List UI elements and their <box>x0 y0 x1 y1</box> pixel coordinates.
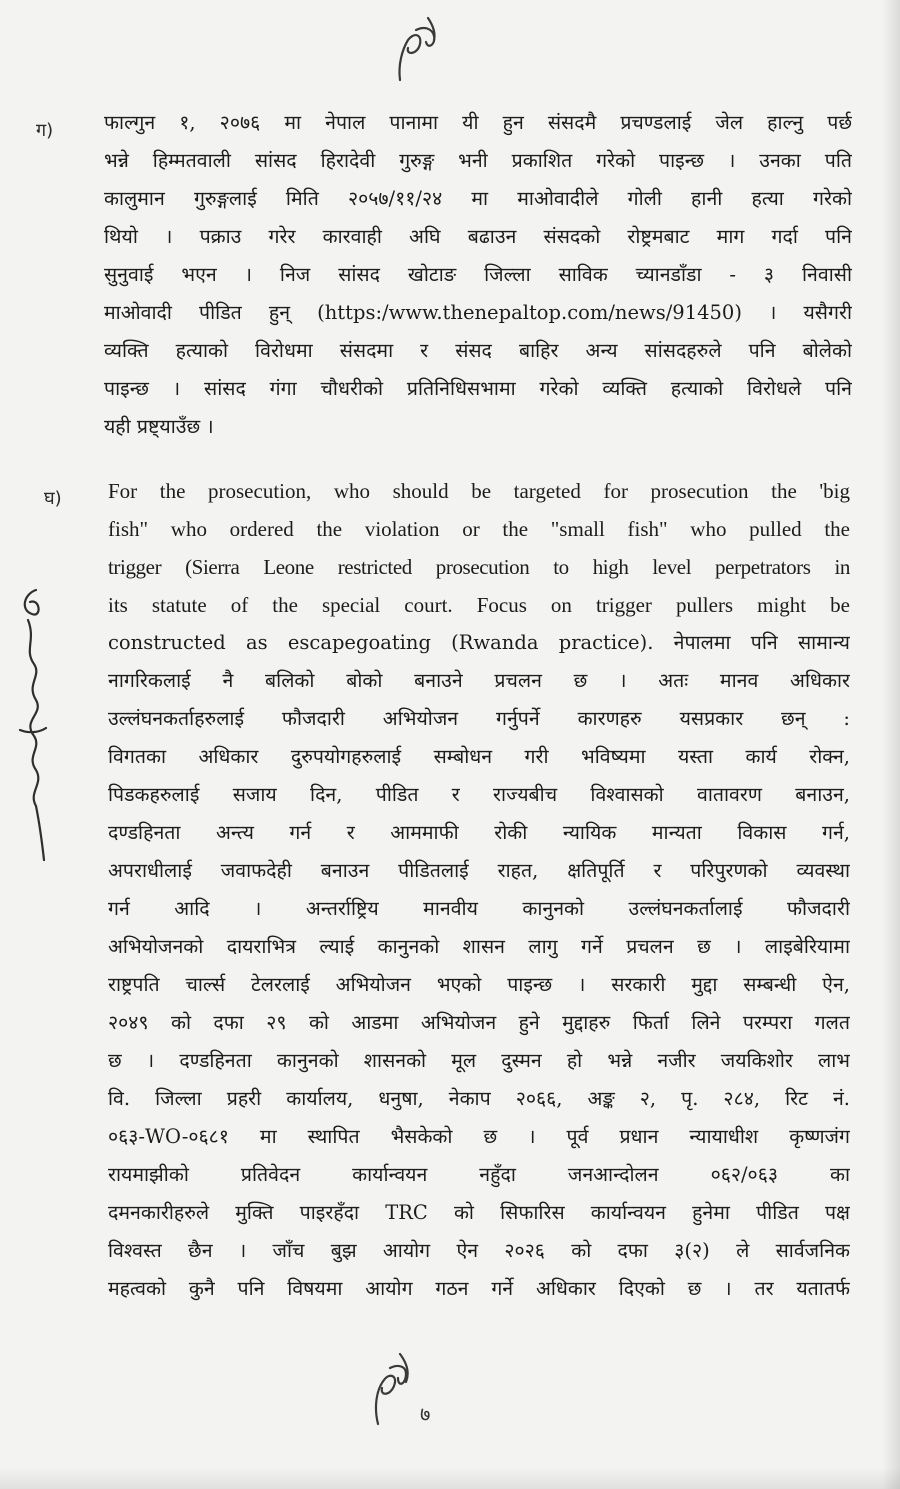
paragraph-line: For the prosecution, who should be targeted for prosecution the 'big <box>108 479 850 503</box>
paragraph-line: विगतका अधिकार दुरुपयोगहरुलाई सम्बोधन गरी भविष्यमा यस्ता कार्य रोक्न, <box>108 745 850 768</box>
paragraph-line: नागरिकलाई नै बलिको बोको बनाउने प्रचलन छ । अतः मानव अधिकार <box>108 669 850 692</box>
paragraph-line: भन्ने हिम्मतवाली सांसद हिरादेवी गुरुङ्ग भनी प्रकाशित गरेको पाइन्छ । उनका पति <box>104 149 852 172</box>
paragraph-line: अभियोजनको दायराभित्र ल्याई कानुनको शासन लागु गर्ने प्रचलन छ । लाइबेरियामा <box>108 935 850 958</box>
handwritten-initial-top <box>388 10 448 90</box>
page-bottom-shadow <box>0 1467 900 1489</box>
paragraph-line: ०६३-WO-०६८१ मा स्थापित भैसकेको छ । पूर्व प्रधान न्यायाधीश कृष्णजंग <box>108 1125 850 1148</box>
paragraph-line: राष्ट्रपति चार्ल्स टेलरलाई अभियोजन भएको पाइन्छ । सरकारी मुद्दा सम्बन्धी ऐन, <box>108 973 850 996</box>
page-number: ७ <box>420 1402 431 1426</box>
paragraph-line: महत्वको कुनै पनि विषयमा आयोग गठन गर्ने अधिकार दिएको छ । तर यतातर्फ <box>108 1277 850 1300</box>
paragraph-line: थियो । पक्राउ गरेर कारवाही अघि बढाउन संसदको रोष्ट्रमबाट माग गर्दा पनि <box>104 225 852 248</box>
paragraph-line: constructed as escapegoating (Rwanda practice). नेपालमा पनि सामान्य <box>108 631 850 654</box>
paragraph-ga <box>104 104 852 446</box>
section-marker-ga: ग) <box>36 120 54 141</box>
handwritten-signature-margin <box>6 580 56 870</box>
paragraph-line: फाल्गुन १, २०७६ मा नेपाल पानामा यी हुन संसदमै प्रचण्डलाई जेल हाल्नु पर्छ <box>104 111 852 134</box>
paragraph-line: व्यक्ति हत्याको विरोधमा संसदमा र संसद बाहिर अन्य सांसदहरुले पनि बोलेको <box>104 339 852 362</box>
page-edge-shadow <box>882 0 900 1489</box>
paragraph-line: कालुमान गुरुङ्गलाई मिति २०५७/११/२४ मा माओवादीले गोली हानी हत्या गरेको <box>104 187 852 210</box>
paragraph-line: माओवादी पीडित हुन् (https:/www.thenepaltop.com/news/91450) । यसैगरी <box>104 301 852 324</box>
paragraph-line: trigger (Sierra Leone restricted prosecution to high level perpetrators in <box>108 555 850 579</box>
paragraph-line: यही प्रष्ट्याउँछ । <box>104 415 214 438</box>
paragraph-line: रायमाझीको प्रतिवेदन कार्यान्वयन नहुँदा जनआन्दोलन ०६२/०६३ का <box>108 1163 850 1186</box>
paragraph-line: विश्वस्त छैन । जाँच बुझ आयोग ऐन २०२६ को दफा ३(२) ले सार्वजनिक <box>108 1239 850 1262</box>
paragraph-line: पिडकहरुलाई सजाय दिन, पीडित र राज्यबीच विश्वासको वातावरण बनाउन, <box>108 783 850 806</box>
paragraph-line: अपराधीलाई जवाफदेही बनाउन पीडितलाई राहत, क्षतिपूर्ति र परिपुरणको व्यवस्था <box>108 859 850 882</box>
paragraph-line: २०४९ को दफा २९ को आडमा अभियोजन हुने मुद्दाहरु फिर्ता लिने परम्परा गलत <box>108 1011 850 1034</box>
paragraph-gha <box>108 472 850 1308</box>
paragraph-line: दमनकारीहरुले मुक्ति पाइरहँदा TRC को सिफारिस कार्यान्वयन हुनेमा पीडित पक्ष <box>108 1201 850 1224</box>
paragraph-line: छ । दण्डहिनता कानुनको शासनको मूल दुस्मन हो भन्ने नजीर जयकिशोर लाभ <box>108 1049 850 1072</box>
paragraph-line: उल्लंघनकर्ताहरुलाई फौजदारी अभियोजन गर्नुपर्ने कारणहरु यसप्रकार छन् : <box>108 707 850 730</box>
paragraph-line: गर्न आदि । अन्तर्राष्ट्रिय मानवीय कानुनको उल्लंघनकर्तालाई फौजदारी <box>108 897 850 920</box>
paragraph-line: पाइन्छ । सांसद गंगा चौधरीको प्रतिनिधिसभामा गरेको व्यक्ति हत्याको विरोधले पनि <box>104 377 852 400</box>
handwritten-initial-bottom <box>360 1344 420 1434</box>
paragraph-line: its statute of the special court. Focus on trigger pullers might be <box>108 593 850 617</box>
paragraph-line: वि. जिल्ला प्रहरी कार्यालय, धनुषा, नेकाप २०६६, अङ्क २, पृ. २८४, रिट नं. <box>108 1087 850 1110</box>
section-marker-gha: घ) <box>44 488 62 509</box>
paragraph-line: fish" who ordered the violation or the "small fish" who pulled the <box>108 517 850 541</box>
paragraph-line: दण्डहिनता अन्त्य गर्न र आममाफी रोकी न्यायिक मान्यता विकास गर्न, <box>108 821 850 844</box>
paragraph-line: सुनुवाई भएन । निज सांसद खोटाङ जिल्ला साविक च्यानडाँडा - ३ निवासी <box>104 263 852 286</box>
